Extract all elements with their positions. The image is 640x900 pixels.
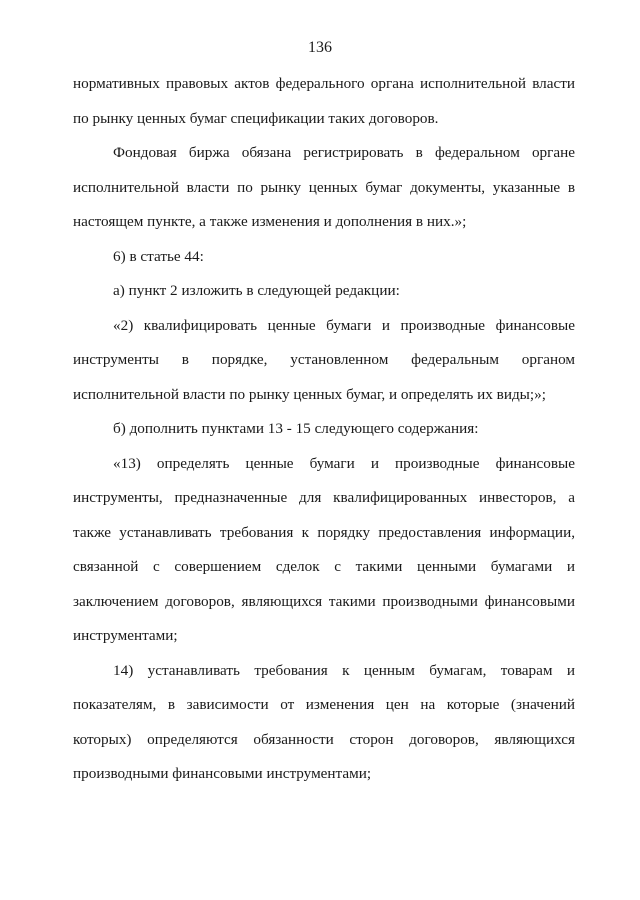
document-body — [73, 67, 575, 792]
paragraph-point-14: 14) устанавливать требования к ценным бумагам, товарам и показателям, в зависимости от изменения цен на которые (значений которых) определяются обязанности сторон договоров, являющихся производными финансовыми инструментами; — [73, 661, 575, 782]
paragraph-subitem-a: а) пункт 2 изложить в следующей редакции: — [113, 282, 400, 299]
paragraph-subitem-b: б) дополнить пунктами 13 - 15 следующего содержания: — [113, 420, 479, 437]
paragraph-exchange-registration: Фондовая биржа обязана регистрировать в федеральном органе исполнительной власти по рынку ценных бумаг документы, указанные в настоящем пункте, а также изменения и дополнения в них.»; — [73, 144, 575, 230]
paragraph-continuation: нормативных правовых актов федерального органа исполнительной власти по рынку ценных бумаг спецификации таких договоров. — [73, 75, 575, 127]
page-number: 136 — [308, 39, 332, 56]
paragraph-point-2: «2) квалифицировать ценные бумаги и производные финансовые инструменты в порядке, установленном федеральным органом исполнительной власти по рынку ценных бумаг, и определять их виды;»; — [73, 316, 575, 403]
paragraph-item-6: 6) в статье 44: — [113, 247, 204, 265]
paragraph-point-13: «13) определять ценные бумаги и производные финансовые инструменты, предназначенные для квалифицированных инвесторов, а также устанавливать требования к порядку предоставления информации, связанной с совершением сделок с такими ценными бумагами и заключением договоров, являющихся такими производными финансовыми инструментами; — [73, 454, 575, 644]
